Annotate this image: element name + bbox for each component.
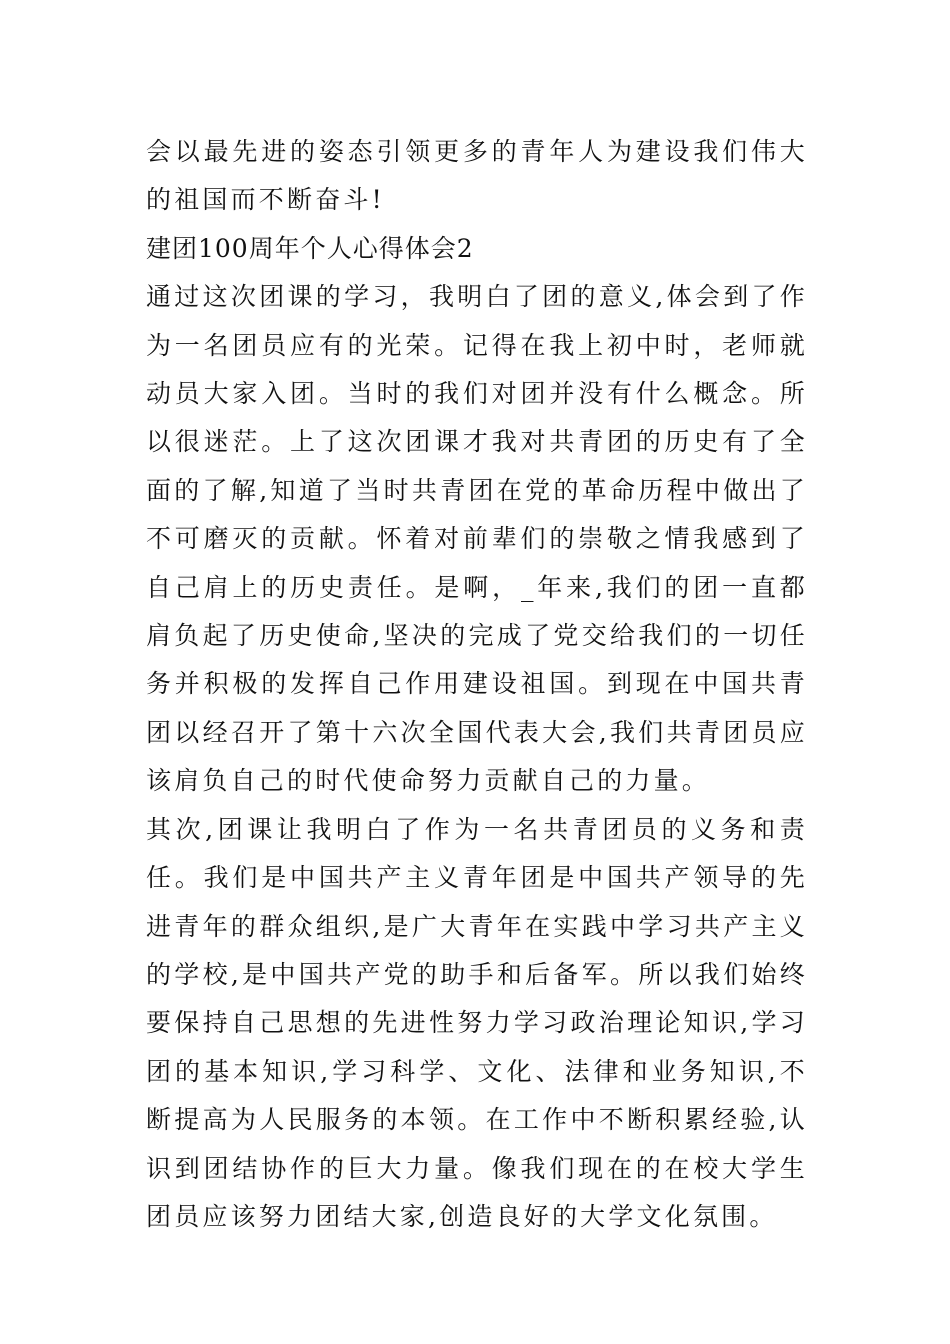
document-body bbox=[146, 128, 808, 1241]
paragraph-continuation: 会以最先进的姿态引领更多的青年人为建设我们伟大的祖国而不断奋斗! bbox=[146, 137, 808, 215]
paragraph-duty: 其次,团课让我明白了作为一名共青团员的义务和责任。我们是中国共产主义青年团是中国共产领导的先进青年的群众组织,是广大青年在实践中学习共产主义的学校,是中国共产党的助手和后备军。所以我们始终要保持自己思想的先进性努力学习政治理论知识,学习团的基本知识,学习科学、文化、法律和业务知识,不断提高为人民服务的本领。在工作中不断积累经验,认识到团结协作的巨大力量。像我们现在的在校大学生团员应该努力团结大家,创造良好的大学文化氛围。 bbox=[146, 814, 808, 1231]
paragraph-study: 通过这次团课的学习，我明白了团的意义,体会到了作为一名团员应有的光荣。记得在我上初中时，老师就动员大家入团。当时的我们对团并没有什么概念。所以很迷茫。上了这次团课才我对共青团的历史有了全面的了解,知道了当时共青团在党的革命历程中做出了不可磨灭的贡献。怀着对前辈们的崇敬之情我感到了自己肩上的历史责任。是啊，_年来,我们的团一直都肩负起了历史使命,坚决的完成了党交给我们的一切任务并积极的发挥自己作用建设祖国。到现在中国共青团以经召开了第十六次全国代表大会,我们共青团员应该肩负自己的时代使命努力贡献自己的力量。 bbox=[146, 282, 808, 796]
section-heading: 建团100周年个人心得体会2 bbox=[146, 233, 474, 263]
